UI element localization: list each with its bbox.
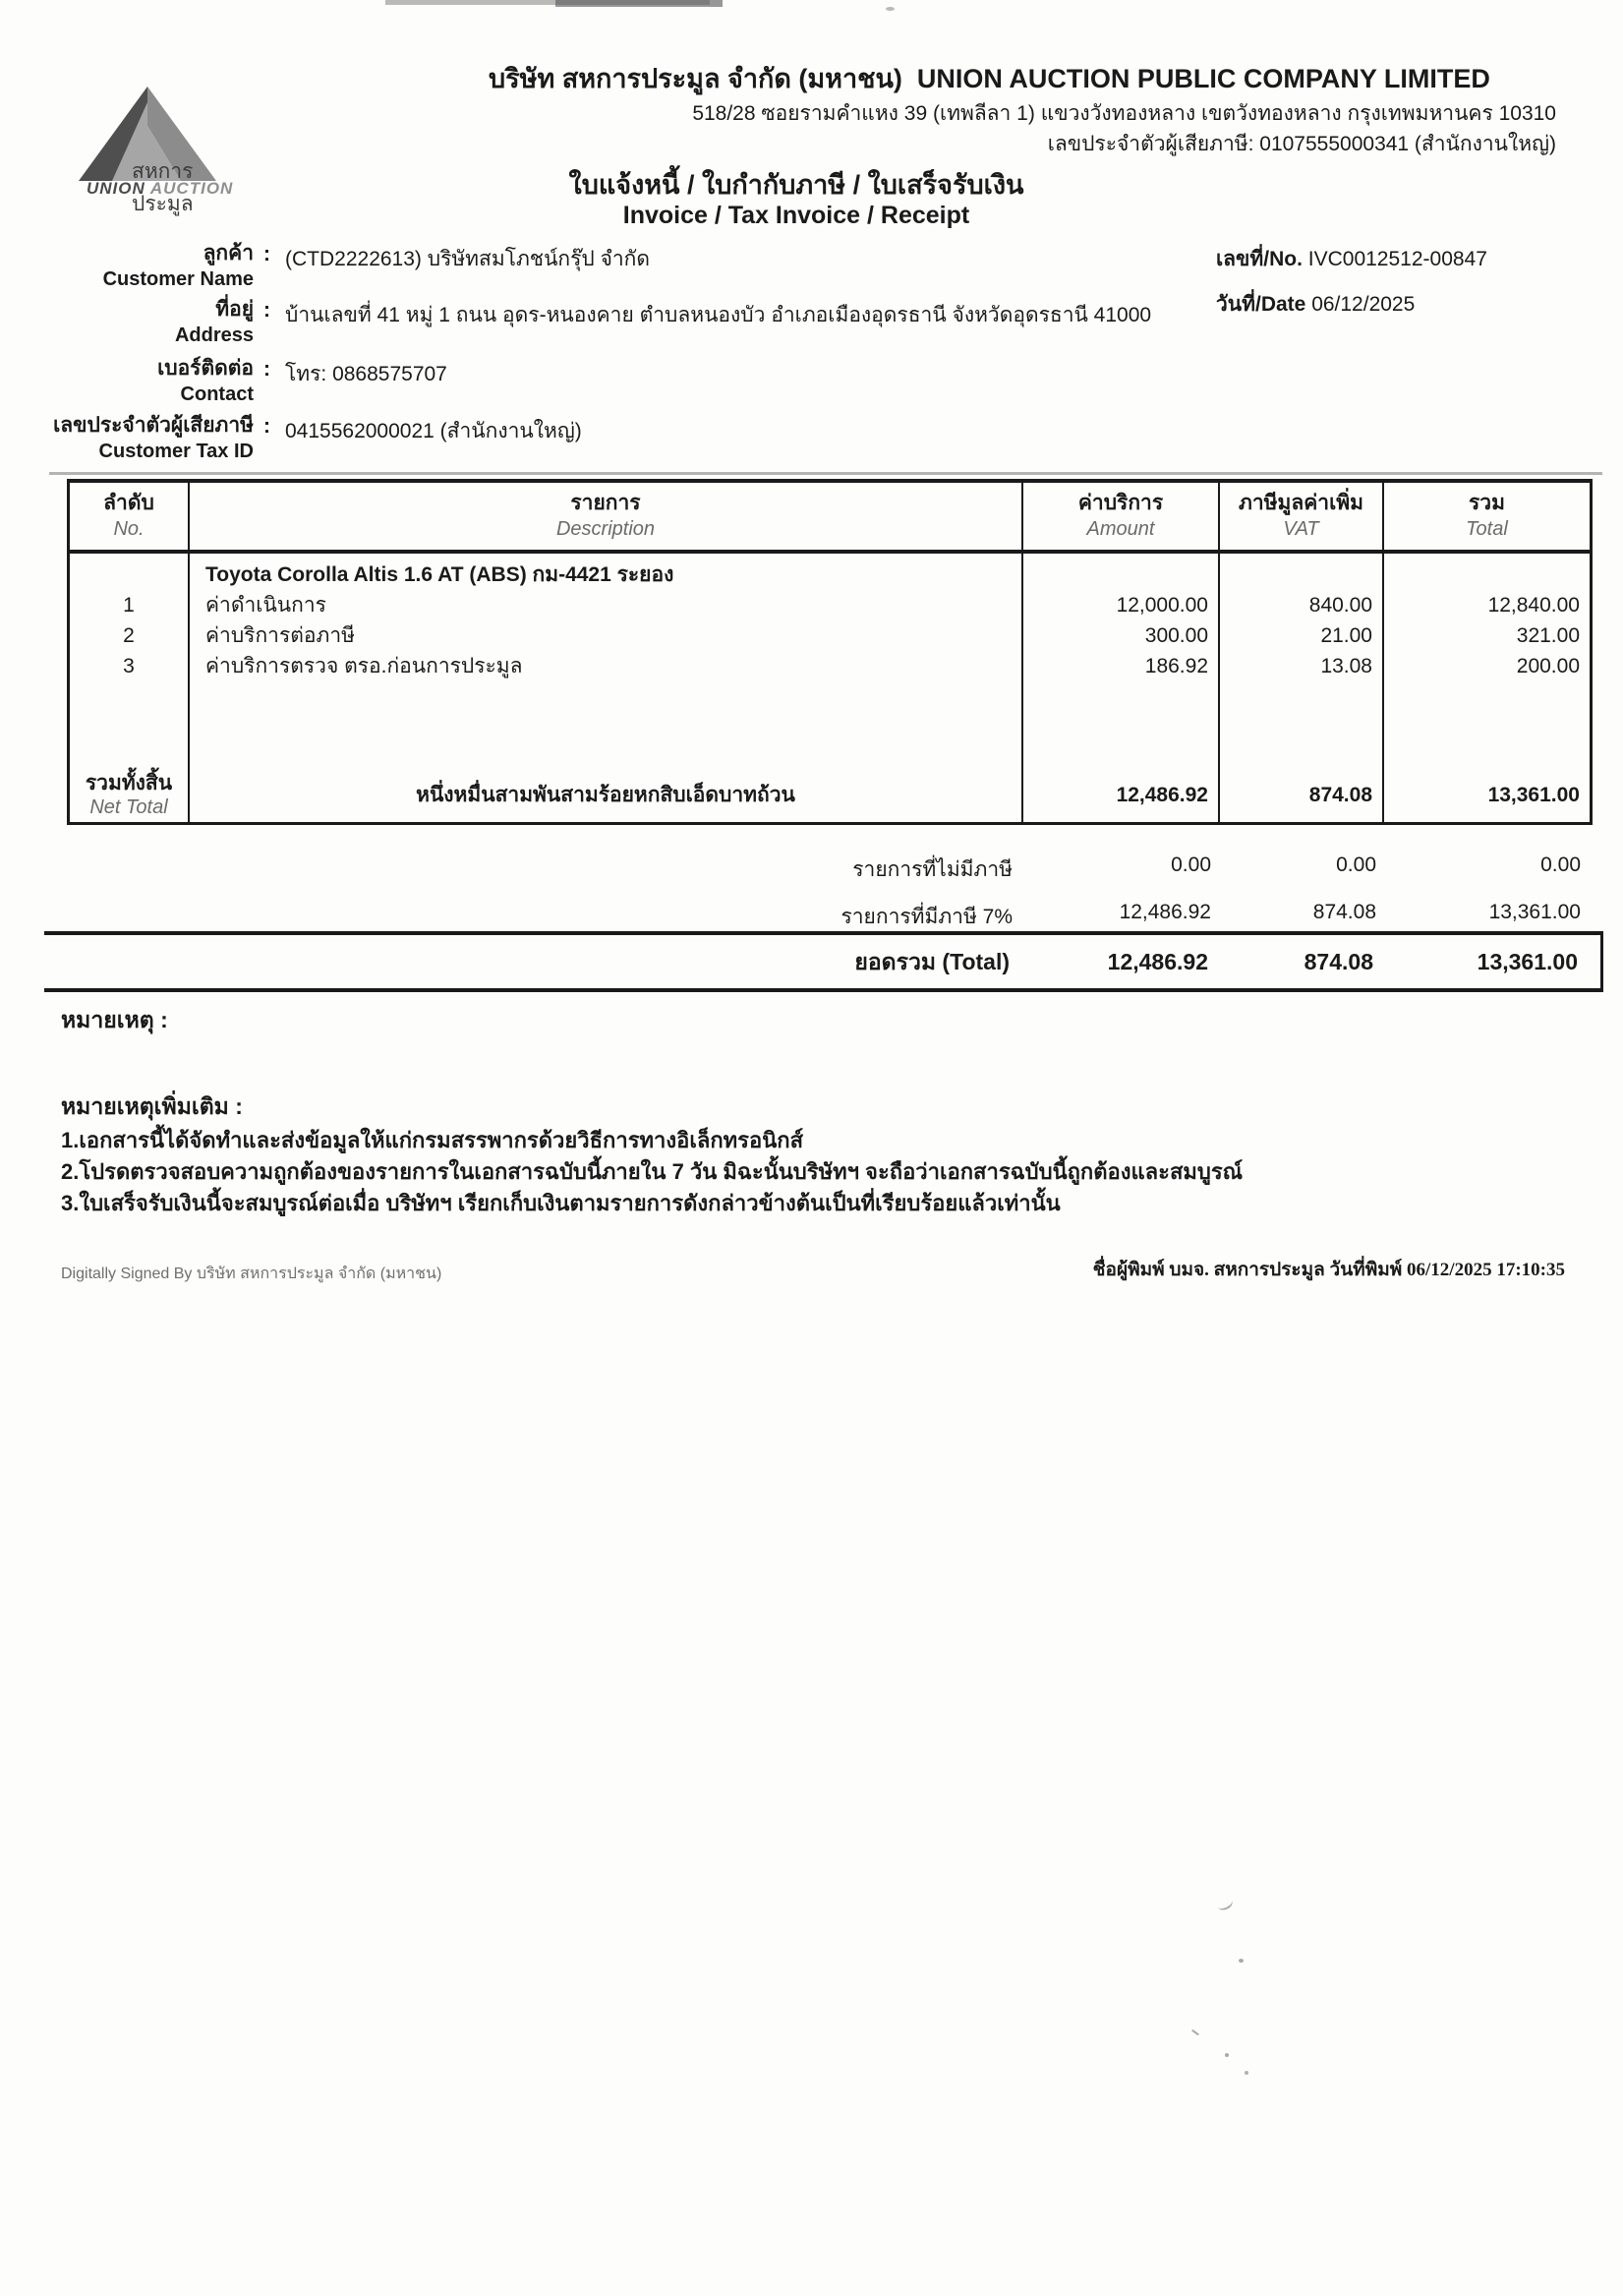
customer-address-label: ที่อยู่ Address	[174, 298, 254, 346]
row-no: 3	[123, 655, 135, 677]
row-amount: 186.92	[1144, 655, 1208, 677]
column-amount	[1023, 554, 1220, 768]
net-total-total: 13,361.00	[1487, 783, 1580, 806]
company-address: 518/28 ซอยรามคำแหง 39 (เทพลีลา 1) แขวงวังทองหลาง เขตวังทองหลาง กรุงเทพมหานคร 10310	[692, 102, 1556, 125]
note-line-2: 2.โปรดตรวจสอบความถูกต้องของรายการในเอกสารฉบับนี้ภายใน 7 วัน มิฉะนั้นบริษัทฯ จะถือว่าเอกสารฉบับนี้ถูกต้องและสมบูรณ์	[61, 1159, 1244, 1184]
colon: :	[263, 415, 270, 438]
customer-contact-value: โทร: 0868575707	[285, 363, 447, 385]
customer-name-value: (CTD2222613) บริษัทสมโภชน์กรุ๊ป จำกัด	[285, 248, 651, 270]
summary-no-vat-label: รายการที่ไม่มีภาษี	[852, 858, 1013, 881]
company-tax-id: เลขประจำตัวผู้เสียภาษี: 0107555000341 (สำนักงานใหญ่)	[1047, 133, 1556, 155]
net-total-row	[70, 768, 1590, 822]
note-line-1: 1.เอกสารนี้ได้จัดทำและส่งข้อมูลให้แก่กรมสรรพากรด้วยวิธีการทางอิเล็กทรอนิกส์	[61, 1128, 803, 1152]
colon: :	[263, 243, 270, 265]
summary-with-vat-vat: 874.08	[1312, 901, 1376, 923]
summary-with-vat-row	[0, 901, 1623, 930]
column-no	[70, 554, 190, 768]
row-no: 1	[123, 594, 135, 617]
row-vat: 21.00	[1320, 624, 1372, 647]
net-total-label: รวมทั้งสิ้น Net Total	[70, 768, 190, 822]
invoice-date: วันที่/Date 06/12/2025	[1216, 293, 1416, 316]
logo-text-english: UNION AUCTION	[87, 179, 234, 198]
grand-total-amount: 12,486.92	[1107, 949, 1208, 974]
logo-text-thai: สหการประมูล	[132, 160, 194, 215]
row-description: ค่าดำเนินการ	[205, 594, 326, 617]
net-total-vat: 874.08	[1220, 768, 1384, 822]
row-vat: 13.08	[1320, 655, 1372, 677]
summary-with-vat-total: 13,361.00	[1488, 901, 1581, 923]
header-description: รายการ Description	[190, 483, 1023, 550]
invoice-number: เลขที่/No. IVC0012512-00847	[1216, 248, 1487, 270]
row-amount: 12,000.00	[1116, 594, 1208, 617]
items-table	[67, 479, 1593, 825]
scan-artifact-dot	[1245, 2071, 1248, 2075]
summary-with-vat-amount: 12,486.92	[1119, 901, 1211, 923]
company-name	[489, 57, 1609, 99]
customer-taxid-label: เลขประจำตัวผู้เสียภาษี Customer Tax ID	[53, 414, 254, 462]
row-amount: 300.00	[1144, 624, 1208, 647]
summary-no-vat-vat: 0.00	[1336, 854, 1376, 876]
company-logo	[71, 85, 248, 215]
scan-artifact-dash	[1191, 2030, 1199, 2035]
summary-no-vat-amount: 0.00	[1171, 854, 1211, 876]
row-total: 200.00	[1516, 655, 1580, 677]
grand-total-total: 13,361.00	[1477, 949, 1578, 974]
table-body	[70, 554, 1590, 768]
document-title-english: Invoice / Tax Invoice / Receipt	[622, 202, 970, 229]
row-total: 12,840.00	[1487, 594, 1580, 617]
column-description	[190, 554, 1023, 768]
scan-artifact-table-top	[49, 472, 1602, 475]
row-total: 321.00	[1516, 624, 1580, 647]
scan-artifact-dot	[1239, 1959, 1244, 1963]
customer-name-label: ลูกค้า Customer Name	[102, 242, 254, 290]
company-name-th: บริษัท สหการประมูล จำกัด (มหาชน)	[489, 64, 902, 93]
row-vat: 840.00	[1308, 594, 1372, 617]
row-description: ค่าบริการตรวจ ตรอ.ก่อนการประมูล	[205, 655, 523, 677]
table-header-row	[70, 483, 1590, 554]
net-total-amount: 12,486.92	[1023, 768, 1220, 822]
summary-no-vat-total: 0.00	[1540, 854, 1581, 876]
printed-by-text: ชื่อผู้พิมพ์ บมจ. สหการประมูล วันที่พิมพ์ 06/12/2025 17:10:35	[1092, 1260, 1565, 1280]
grand-total-vat: 874.08	[1304, 949, 1373, 974]
column-vat	[1220, 554, 1384, 768]
company-name-en: UNION AUCTION PUBLIC COMPANY LIMITED	[916, 64, 1490, 93]
document-title-thai: ใบแจ้งหนี้ / ใบกำกับภาษี / ใบเสร็จรับเงิน	[568, 170, 1024, 200]
digitally-signed-text: Digitally Signed By บริษัท สหการประมูล จำกัด (มหาชน)	[61, 1266, 442, 1282]
header-no: ลำดับ No.	[70, 483, 190, 550]
colon: :	[263, 299, 270, 322]
grand-total-label: ยอดรวม (Total)	[854, 949, 1010, 974]
grand-total-box	[44, 931, 1603, 992]
scan-artifact-dot	[1225, 2053, 1229, 2057]
header-total: รวม Total	[1466, 492, 1508, 540]
note-heading: หมายเหตุ :	[61, 1007, 168, 1032]
row-description: ค่าบริการต่อภาษี	[205, 624, 355, 647]
customer-address-value: บ้านเลขที่ 41 หมู่ 1 ถนน อุดร-หนองคาย ตำบลหนองบัว อำเภอเมืองอุดรธานี จังหวัดอุดรธานี 41000	[285, 304, 1152, 326]
scan-artifact-speck	[886, 7, 895, 11]
item-group-title: Toyota Corolla Altis 1.6 AT (ABS) กม-4421 ระยอง	[205, 563, 674, 586]
summary-no-vat-row	[0, 854, 1623, 883]
row-no: 2	[123, 624, 135, 647]
scan-artifact-top-strip-dark	[555, 0, 723, 7]
summary-with-vat-label: รายการที่มีภาษี 7%	[840, 906, 1013, 928]
header-amount: ค่าบริการ Amount	[1023, 483, 1220, 550]
additional-note-heading: หมายเหตุเพิ่มเติม :	[61, 1093, 243, 1119]
customer-taxid-value: 0415562000021 (สำนักงานใหญ่)	[285, 420, 582, 442]
colon: :	[263, 358, 270, 381]
scan-artifact-mark	[1215, 1895, 1235, 1913]
header-vat: ภาษีมูลค่าเพิ่ม VAT	[1220, 483, 1384, 550]
customer-contact-label: เบอร์ติดต่อ Contact	[157, 357, 254, 405]
note-line-3: 3.ใบเสร็จรับเงินนี้จะสมบูรณ์ต่อเมื่อ บริษัทฯ เรียกเก็บเงินตามรายการดังกล่าวข้างต้นเป็นที่เรียบร้อยแล้วเท่านั้น	[61, 1191, 1061, 1215]
column-total	[1384, 554, 1590, 768]
net-total-amount-words: หนึ่งหมื่นสามพันสามร้อยหกสิบเอ็ดบาทถ้วน	[190, 768, 1023, 822]
